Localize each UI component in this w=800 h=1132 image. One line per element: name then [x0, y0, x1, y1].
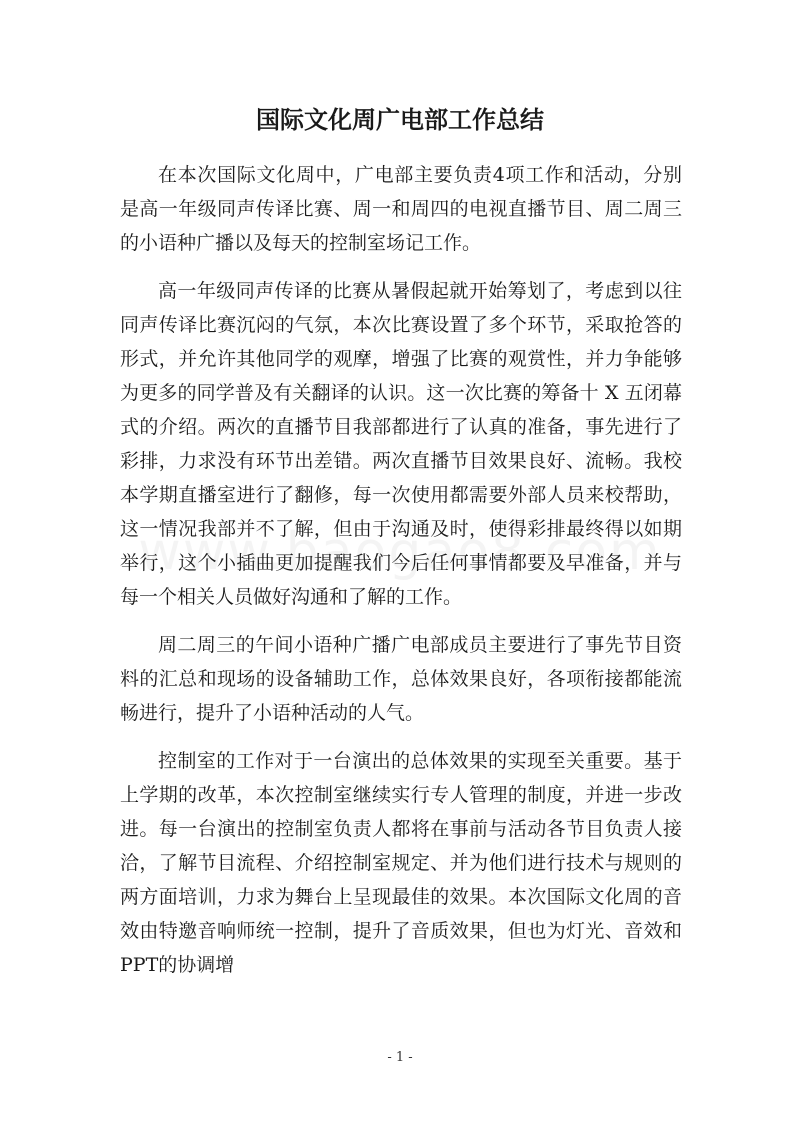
document-body: [120, 158, 682, 996]
page-number: - 1 -: [387, 1050, 413, 1065]
paragraph-4: 控制室的工作对于一台演出的总体效果的实现至关重要。基于上学期的改革，本次控制室继续实行专人管理的制度，并进一步改进。每一台演出的控制室负责人都将在事前与活动各节目负责人接洽，了解节目流程、介绍控制室规定、并为他们进行技术与规则的两方面培训，力求为舞台上呈现最佳的效果。本次国际文化周的音效由特邀音响师统一控制，提升了音质效果，但也为灯光、音效和PPT的协调增: [120, 750, 682, 976]
paragraph-2: 高一年级同声传译的比赛从暑假起就开始筹划了，考虑到以往同声传译比赛沉闷的气氛，本次比赛设置了多个环节，采取抢答的形式，并允许其他同学的观摩，增强了比赛的观赏性，并力争能够为更多的同学普及有关翻译的认识。这一次比赛的筹备十 X 五闭幕式的介绍。两次的直播节目我部都进行了认真的准备，事先进行了彩排，力求没有环节出差错。两次直播节目效果良好、流畅。我校本学期直播室进行了翻修，每一次使用都需要外部人员来校帮助，这一情况我部并不了解，但由于沟通及时，使得彩排最终得以如期举行，这个小插曲更加提醒我们今后任何事情都要及早准备，并与每一个相关人员做好沟通和了解的工作。: [120, 280, 682, 608]
paragraph-1: 在本次国际文化周中，广电部主要负责4项工作和活动，分别是高一年级同声传译比赛、周一和周四的电视直播节目、周二周三的小语种广播以及每天的控制室场记工作。: [120, 164, 682, 254]
paragraph-3: 周二周三的午间小语种广播广电部成员主要进行了事先节目资料的汇总和现场的设备辅助工作，总体效果良好，各项衔接都能流畅进行，提升了小语种活动的人气。: [120, 634, 682, 724]
document-title: 国际文化周广电部工作总结: [256, 105, 544, 134]
